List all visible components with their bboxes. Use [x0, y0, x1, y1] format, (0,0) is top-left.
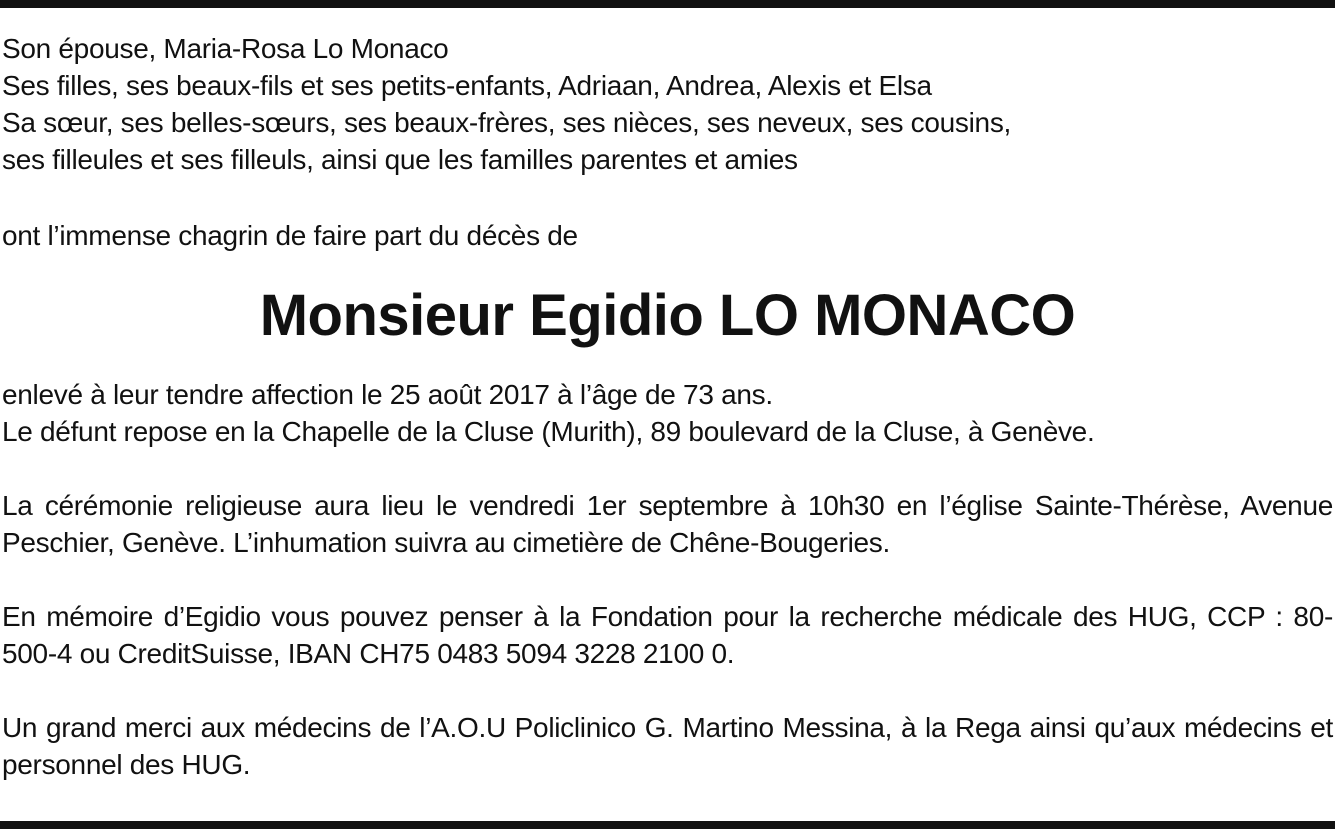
- bottom-border-rule: [0, 821, 1335, 829]
- obituary-notice: [2, 30, 1333, 783]
- announcement-text: ont l’immense chagrin de faire part du décès de: [2, 220, 578, 251]
- deceased-name: Monsieur Egidio LO MONACO: [259, 283, 1076, 348]
- memorial-paragraph: En mémoire d’Egidio vous pouvez penser à la Fondation pour la recherche médicale des HUG, CCP : 80-500-4 ou CreditSuisse, IBAN CH75 0483 5094 3228 2100 0.: [2, 601, 1333, 669]
- family-line-spouse: Son épouse, Maria-Rosa Lo Monaco: [2, 33, 449, 64]
- family-line-siblings: Sa sœur, ses belles-sœurs, ses beaux-frères, ses nièces, ses neveux, ses cousins,: [2, 107, 1011, 138]
- top-border-rule: [0, 0, 1335, 8]
- family-line-daughters: Ses filles, ses beaux-fils et ses petits-enfants, Adriaan, Andrea, Alexis et Elsa: [2, 70, 932, 101]
- details-line-passing: enlevé à leur tendre affection le 25 août 2017 à l’âge de 73 ans.: [2, 379, 773, 410]
- ceremony-paragraph: La cérémonie religieuse aura lieu le vendredi 1er septembre à 10h30 en l’église Sainte-Thérèse, Avenue Peschier, Genève. L’inhumation suivra au cimetière de Chêne-Bougeries.: [2, 490, 1333, 558]
- details-block: [2, 376, 1333, 450]
- family-line-godchildren: ses filleules et ses filleuls, ainsi que les familles parentes et amies: [2, 144, 798, 175]
- details-line-chapel: Le défunt repose en la Chapelle de la Cluse (Murith), 89 boulevard de la Cluse, à Genève.: [2, 416, 1095, 447]
- family-list: [2, 30, 1333, 178]
- thanks-paragraph: Un grand merci aux médecins de l’A.O.U Policlinico G. Martino Messina, à la Rega ainsi qu’aux médecins et personnel des HUG.: [2, 712, 1333, 780]
